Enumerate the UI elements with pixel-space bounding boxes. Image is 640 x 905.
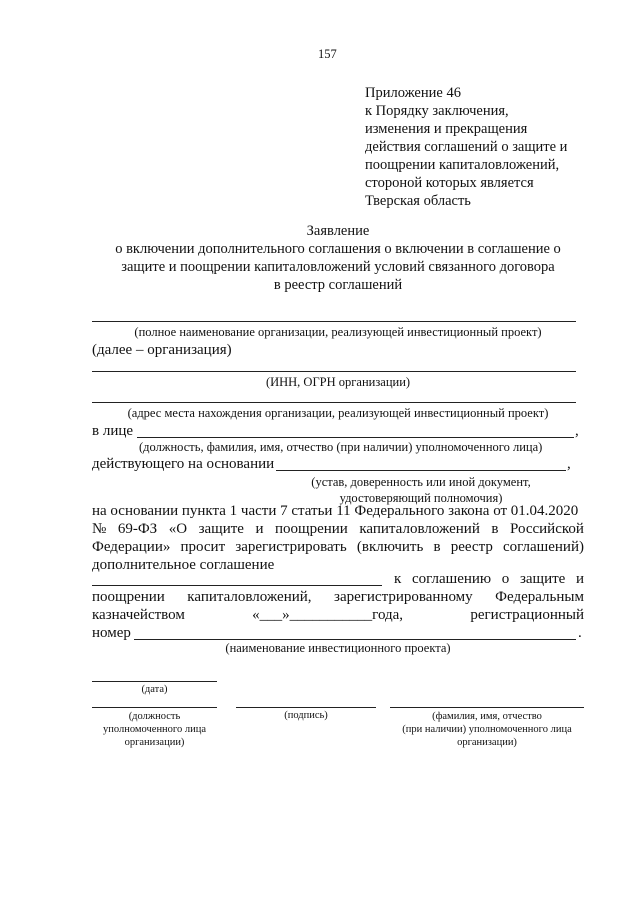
- address-line: [92, 402, 576, 403]
- document-caption: [276, 474, 566, 506]
- name-line: [390, 707, 584, 708]
- word: к: [394, 571, 402, 587]
- word: соглашений): [502, 539, 584, 555]
- title-line: в реестр соглашений: [273, 277, 403, 293]
- body-line-4: дополнительное соглашение: [92, 557, 275, 573]
- appendix-line: стороной которых является: [365, 175, 534, 191]
- comma: ,: [575, 423, 579, 439]
- hereinafter-text: (далее – организация): [92, 342, 232, 358]
- word: реестр: [450, 539, 493, 555]
- word: 69-ФЗ: [117, 521, 158, 537]
- word: №: [92, 521, 107, 537]
- caption-line: (фамилия, имя, отчество: [432, 711, 542, 722]
- caption-line: (должность: [128, 711, 181, 722]
- date-line: [92, 681, 217, 682]
- caption-line: организации): [457, 737, 517, 748]
- word: поощрении: [92, 589, 165, 605]
- page-number: 157: [318, 47, 337, 61]
- title-line: о включении дополнительного соглашения о включении в соглашение о: [115, 241, 561, 257]
- document-caption-line: (устав, доверенность или иной документ,: [311, 475, 531, 489]
- appendix-line: к Порядку заключения,: [365, 103, 509, 119]
- represented-by-label: в лице: [92, 423, 134, 439]
- appendix-line: действия соглашений о защите и: [365, 139, 568, 155]
- period: .: [578, 625, 582, 641]
- date-caption: (дата): [141, 684, 168, 695]
- body-line-6: [92, 589, 584, 606]
- title-heading: Заявление: [306, 223, 370, 239]
- title-line: защите и поощрении капиталовложений условий связанного договора: [121, 259, 555, 275]
- representative-line: [137, 437, 574, 438]
- address-caption: (адрес места нахождения организации, реализующей инвестиционный проект): [127, 406, 549, 420]
- word: в: [433, 539, 441, 555]
- word: зарегистрированному: [334, 589, 473, 605]
- number-line: [134, 639, 576, 640]
- body-line-3: [92, 539, 584, 556]
- additional-agreement-line: [92, 585, 382, 586]
- word: «О: [168, 521, 188, 537]
- appendix-line: Приложение 46: [365, 85, 461, 101]
- word: зарегистрировать: [235, 539, 347, 555]
- word: Российской: [509, 521, 584, 537]
- inn-caption: (ИНН, ОГРН организации): [265, 375, 411, 389]
- word: о: [501, 571, 510, 587]
- word: в: [491, 521, 499, 537]
- inn-line: [92, 371, 576, 372]
- word: Федеральным: [495, 589, 584, 605]
- word: соглашению: [411, 571, 492, 587]
- appendix-line: поощрении капиталовложений,: [365, 157, 560, 173]
- org-name-caption: (полное наименование организации, реализующей инвестиционный проект): [134, 325, 542, 339]
- word: Федерации»: [92, 539, 171, 555]
- number-label: номер: [92, 625, 131, 641]
- document-title: [92, 222, 584, 294]
- caption-line: организации): [124, 737, 185, 748]
- word: поощрении: [275, 521, 348, 537]
- date-field: «___»___________года,: [252, 607, 404, 623]
- word: (включить: [356, 539, 424, 555]
- appendix-line: Тверская область: [365, 193, 471, 209]
- signature-line: [236, 707, 376, 708]
- project-caption: (наименование инвестиционного проекта): [225, 641, 451, 655]
- appendix-line: изменения и прекращения: [365, 121, 528, 137]
- body-line-7: [92, 607, 584, 624]
- word: просит: [180, 539, 226, 555]
- comma: ,: [567, 456, 571, 472]
- word: защите: [198, 521, 244, 537]
- position-caption: [82, 710, 227, 749]
- org-name-line: [92, 321, 576, 322]
- name-caption: [390, 710, 584, 749]
- word: и: [255, 521, 264, 537]
- document-caption-line: удостоверяющий полномочия): [339, 491, 503, 505]
- caption-line: (при наличии) уполномоченного лица: [402, 724, 572, 735]
- position-line: [92, 707, 217, 708]
- acting-basis-label: действующего на основании: [92, 456, 275, 472]
- body-line-1: на основании пункта 1 части 7 статьи 11 Федерального закона от 01.04.2020: [92, 503, 579, 519]
- body-line-5: [394, 571, 584, 588]
- acting-basis-line: [276, 470, 566, 471]
- word: казначейством: [92, 607, 185, 623]
- caption-line: уполномоченного лица: [102, 724, 206, 735]
- word: и: [575, 571, 584, 587]
- word: капиталовложений,: [187, 589, 312, 605]
- signature-caption: (подпись): [284, 710, 328, 721]
- word: защите: [519, 571, 566, 587]
- word: регистрационный: [470, 607, 584, 623]
- representative-caption: (должность, фамилия, имя, отчество (при наличии) уполномоченного лица): [139, 440, 543, 454]
- body-line-2: [92, 521, 584, 538]
- appendix-block: [365, 84, 567, 210]
- word: капиталовложений: [359, 521, 480, 537]
